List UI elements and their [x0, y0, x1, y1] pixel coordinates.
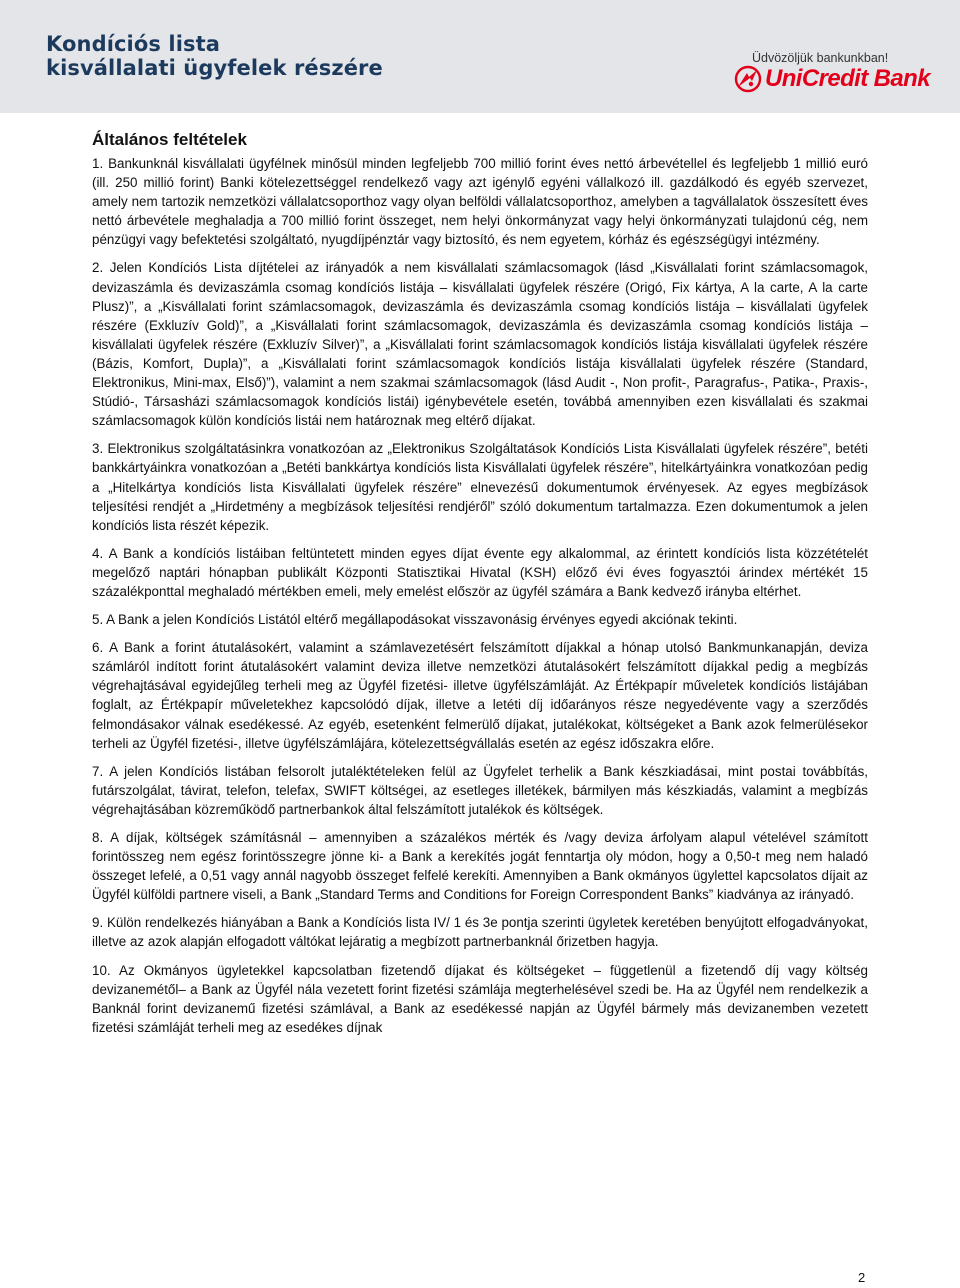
paragraph-3: 3. Elektronikus szolgáltatásinkra vonatkozóan az „Elektronikus Szolgáltatások Kondíciós Lista Kisvállalati ügyfelek részére”, betéti bankkártyáinkra vonatkozóan a „Betéti bankkártya kondíciós lista Kisvállalati ügyfelek részére”, hitelkártyáinkra vonatkozóan pedig a „Hitelkártya kondíciós lista Kisvállalati ügyfelek részére” elnevezésű dokumentumok érvényesek. Az egyes megbízások teljesítési rendjét a „Hirdetmény a megbízások teljesítési rendjéről” szóló dokumentum tartalmazza. Ezen dokumentumok a jelen kondíciós lista részét képezik.	[92, 441, 868, 533]
unicredit-logo-icon	[733, 65, 763, 93]
paragraph-4: 4. A Bank a kondíciós listáiban feltüntetett minden egyes díjat évente egy alkalommal, az érintett kondíciós lista közzétételét megelőző naptári hónapban publikált Központi Statisztikai Hivatal (KSH) előző évi éves fogyasztói árindex mértékét 15 százalékponttal meghaladó mértékben emeli, mely emelést először az ügyfél számára a Bank kedvező irányba eltérhet.	[92, 545, 868, 599]
page-number: 2	[858, 1270, 866, 1285]
paragraph-5: 5. A Bank a jelen Kondíciós Listától eltérő megállapodásokat visszavonásig érvényes egyedi akciónak tekinti.	[92, 612, 738, 628]
paragraph-7: 7. A jelen Kondíciós listában felsorolt jutaléktételeken felül az Ügyfelet terhelik a Bank készkiadásai, mint postai továbbítás, futárszolgálat, távirat, telefon, telefax, SWIFT költségei, az esetleges illetékek, bármilyen más készkiadás, valamint a megbízás végrehajtásában közreműködő partnerbankok által felszámított jutalékok és költségek.	[92, 763, 868, 817]
paragraph-1: 1. Bankunknál kisvállalati ügyfélnek minősül minden legfeljebb 700 millió forint éves nettó árbevétellel és legfeljebb 1 millió euró (ill. 250 millió forint) Banki kötelezettséggel rendelkező vagy azt igénylő egyéni vállalkozó ill. gazdálkodó és egyéb szervezet, amely nem tartozik nemzetközi vállalatcsoporthoz vagy olyan belföldi vállalatcsoporthoz, amelyben a tagvállalatok összesített éves nettó árbevétele meghaladja a 700 millió forint összeget, nem helyi önkormányzat vagy helyi önkormányzati tulajdonú cég, nem pénzügyi vagy befektetési szolgáltató, nyugdíjpénztár vagy biztosító, és nem egyetem, kórház és egészségügyi intézmény.	[92, 156, 868, 248]
bank-name: UniCredit Bank	[765, 65, 930, 92]
welcome-text: Üdvözöljük bankunkban!	[752, 51, 889, 65]
paragraph-2: 2. Jelen Kondíciós Lista díjtételei az irányadók a nem kisvállalati számlacsomagok (lásd „Kisvállalati forint számlacsomagok, devizaszámla és devizaszámla csomag kondíciós listája – kisvállalati ügyfelek részére (Origó, Fix kártya, A la carte, A la carte Plusz)”, a „Kisvállalati forint számlacsomagok, devizaszámla és devizaszámla csomag kondíciós listája – kisvállalati ügyfelek részére (Exkluzív Gold)”, a „Kisvállalati forint számlacsomagok, devizaszámla és devizaszámla csomag kondíciós listája – kisvállalati ügyfelek részére (Exkluzív Silver)”, a „Kisvállalati forint számlacsomagok kondíciós listája kisvállalati ügyfelek részére (Bázis, Komfort, Dupla)”, a „Kisvállalati forint számlacsomagok kondíciós listája kisvállalati ügyfelek részére (Standard, Elektronikus, Mini-max, Első)”), valamint a nem szakmai számlacsomagok (lásd Audit -, Non profit-, Paragrafus-, Patika-, Praxis-, Stúdió-, Társasházi számlacsomagok kondíciós listái) igénybevétele esetén, továbbá amennyiben ezen kisvállalati és szakmai számlacsomagok külön kondíciós listái nem határoznak meg eltérő díjakat.	[92, 260, 868, 429]
bank-logo	[733, 65, 930, 93]
section-title: Általános feltételek	[92, 130, 247, 149]
page-header	[0, 0, 960, 113]
document-title-line-2: kisvállalati ügyfelek részére	[46, 56, 383, 80]
document-title	[46, 32, 383, 80]
paragraph-10: 10. Az Okmányos ügyletekkel kapcsolatban fizetendő díjakat és költségeket – függetlenül a fizetendő díj vagy költség devizanemétől– a Bank az Ügyfél nála vezetett forint fizetési számlája megterhelésével szedi be. Ha az Ügyfél nem rendelkezik a Banknál forint devizanemű fizetési számlával, a Bank az esedékessé napján az Ügyfél bármely más devizanemben vezetett fizetési számláját terheli meg az esedékes díjnak	[92, 962, 868, 1035]
paragraph-6: 6. A Bank a forint átutalásokért, valamint a számlavezetésért felszámított díjakkal a hónap utolsó Bankmunkanapján, deviza számláról indított forint átutalásokért valamint deviza illetve nemzetközi átutalásokért felszámított díjakkal pedig a megbízás végrehajtásával egyidejűleg terheli meg az Ügyfél fizetési- illetve ügyfélszámláját. Az Értékpapír műveletek kondíciós listájában foglalt, az Értékpapír műveletekhez kapcsolódó díjak, illetve a letéti díj időarányos része negyedévente vagy a szerződés felmondásakor válnak esedékessé. Az egyéb, esetenként felmerülő díjakat, jutalékokat, költségeket a Bank azok felmerülésekor terheli az Ügyfél fizetési-, illetve ügyfélszámlájára, kötelezettségvállalás esetén az egész időszakra előre.	[92, 640, 868, 751]
document-title-line-1: Kondíciós lista	[46, 32, 221, 56]
paragraph-9: 9. Külön rendelkezés hiányában a Bank a Kondíciós lista IV/ 1 és 3e pontja szerinti ügyletek keretében benyújtott elfogadványokat, illetve az azok alapján elfogadott váltókat lejáratig a megbízott partnerbanknál őrizetben hagyja.	[92, 915, 868, 950]
document-body	[92, 128, 868, 1037]
paragraph-8: 8. A díjak, költségek számításnál – amennyiben a százalékos mérték és /vagy deviza árfolyam alapul vételével számított forintösszeg nem egész forintösszegre jönne ki- a Bank a kerekítés jogát fenntartja oly módon, hogy a 0,50-t meg nem haladó összeget lefelé, a 0,51 vagy annál nagyobb összeget felfelé kerekíti. Amennyiben a Bank okmányos ügylettel kapcsolatos díjait az Ügyfél külföldi partnere viseli, a Bank „Standard Terms and Conditions for Foreign Correspondent Banks” kiadványa az irányadó.	[92, 830, 868, 903]
